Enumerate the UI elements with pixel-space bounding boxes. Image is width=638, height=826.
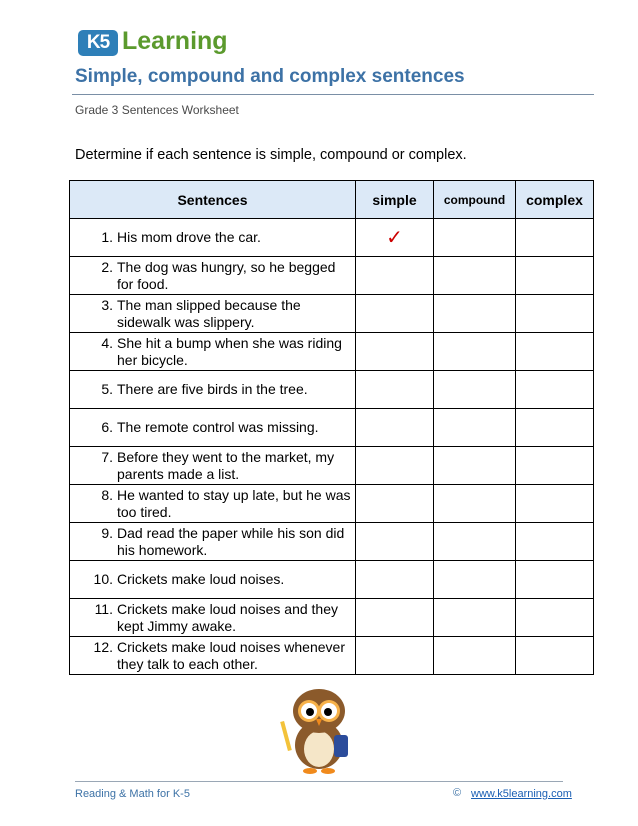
answer-cell-compound[interactable] bbox=[434, 447, 516, 485]
answer-cell-complex[interactable] bbox=[516, 295, 594, 333]
sentence-cell bbox=[70, 333, 356, 371]
sentence-number: 8. bbox=[101, 486, 113, 503]
sentence-cell bbox=[70, 523, 356, 561]
sentence-number: 4. bbox=[101, 334, 113, 351]
table-row bbox=[70, 409, 594, 447]
answer-cell-complex[interactable] bbox=[516, 523, 594, 561]
sentence-number: 2. bbox=[101, 258, 113, 275]
title-divider bbox=[72, 94, 594, 95]
sentence-text: He wanted to stay up late, but he was too tired. bbox=[117, 486, 351, 520]
sentence-text: His mom drove the car. bbox=[117, 229, 261, 245]
answer-cell-compound[interactable] bbox=[434, 523, 516, 561]
answer-cell-compound[interactable] bbox=[434, 485, 516, 523]
answer-cell-compound[interactable] bbox=[434, 409, 516, 447]
answer-cell-complex[interactable] bbox=[516, 599, 594, 637]
sentence-cell bbox=[70, 371, 356, 409]
answer-cell-complex[interactable] bbox=[516, 371, 594, 409]
copyright-symbol: © bbox=[453, 787, 462, 799]
table-row bbox=[70, 333, 594, 371]
sentence-text: The dog was hungry, so he begged for food. bbox=[117, 258, 336, 292]
footer-tagline: Reading & Math for K-5 bbox=[75, 788, 190, 800]
sentence-cell bbox=[70, 561, 356, 599]
sentence-text: Crickets make loud noises. bbox=[117, 571, 285, 587]
sentence-text: The remote control was missing. bbox=[117, 419, 319, 435]
sentence-number: 12. bbox=[93, 638, 113, 655]
table-row bbox=[70, 219, 594, 257]
table-row bbox=[70, 561, 594, 599]
sentence-cell bbox=[70, 257, 356, 295]
sentence-text: She hit a bump when she was riding her bicycle. bbox=[117, 334, 342, 368]
answer-cell-complex[interactable] bbox=[516, 561, 594, 599]
owl-mascot-icon bbox=[274, 683, 364, 775]
answer-cell-complex[interactable] bbox=[516, 485, 594, 523]
header-sentences: Sentences bbox=[70, 181, 356, 219]
table-row bbox=[70, 371, 594, 409]
table-row bbox=[70, 257, 594, 295]
check-mark-icon: ✓ bbox=[386, 227, 403, 249]
page-title: Simple, compound and complex sentences bbox=[75, 66, 465, 87]
sentence-text: Crickets make loud noises whenever they talk to each other. bbox=[117, 638, 345, 672]
answer-cell-compound[interactable] bbox=[434, 295, 516, 333]
sentence-cell bbox=[70, 219, 356, 257]
answer-cell-simple[interactable] bbox=[356, 295, 434, 333]
sentence-number: 11. bbox=[94, 600, 113, 617]
answer-cell-simple[interactable] bbox=[356, 333, 434, 371]
sentence-number: 5. bbox=[101, 381, 113, 397]
sentence-text: Dad read the paper while his son did his homework. bbox=[117, 524, 345, 558]
answer-cell-complex[interactable] bbox=[516, 447, 594, 485]
answer-cell-simple[interactable] bbox=[356, 371, 434, 409]
sentence-cell bbox=[70, 295, 356, 333]
logo-k5-badge: K5 bbox=[78, 30, 118, 56]
answer-cell-simple[interactable] bbox=[356, 409, 434, 447]
answer-cell-compound[interactable] bbox=[434, 637, 516, 675]
answer-cell-complex[interactable] bbox=[516, 637, 594, 675]
header-simple: simple bbox=[356, 181, 434, 219]
answer-cell-simple[interactable] bbox=[356, 637, 434, 675]
answer-cell-simple[interactable] bbox=[356, 561, 434, 599]
worksheet-table bbox=[69, 180, 594, 675]
sentence-cell bbox=[70, 485, 356, 523]
answer-cell-complex[interactable] bbox=[516, 333, 594, 371]
sentence-text: Before they went to the market, my parents made a list. bbox=[117, 448, 335, 482]
header-complex: complex bbox=[516, 181, 594, 219]
answer-cell-compound[interactable] bbox=[434, 599, 516, 637]
table-row bbox=[70, 447, 594, 485]
header-compound: compound bbox=[434, 181, 516, 219]
sentence-number: 10. bbox=[93, 571, 113, 587]
footer-divider bbox=[75, 781, 563, 782]
table-row bbox=[70, 599, 594, 637]
answer-cell-complex[interactable] bbox=[516, 409, 594, 447]
sentence-number: 6. bbox=[101, 419, 113, 435]
answer-cell-compound[interactable] bbox=[434, 257, 516, 295]
sentence-number: 3. bbox=[101, 296, 113, 313]
sentence-cell bbox=[70, 599, 356, 637]
answer-cell-simple[interactable] bbox=[356, 219, 434, 257]
answer-cell-compound[interactable] bbox=[434, 371, 516, 409]
answer-cell-simple[interactable] bbox=[356, 447, 434, 485]
answer-cell-simple[interactable] bbox=[356, 599, 434, 637]
table-header-row bbox=[70, 181, 594, 219]
k5-learning-logo-icon bbox=[78, 24, 228, 60]
answer-cell-simple[interactable] bbox=[356, 485, 434, 523]
table-row bbox=[70, 295, 594, 333]
sentence-text: The man slipped because the sidewalk was slippery. bbox=[117, 296, 301, 330]
sentence-text: There are five birds in the tree. bbox=[117, 381, 308, 397]
table-row bbox=[70, 637, 594, 675]
sentence-number: 9. bbox=[101, 524, 113, 541]
sentence-cell bbox=[70, 637, 356, 675]
sentence-number: 1. bbox=[101, 229, 113, 245]
answer-cell-compound[interactable] bbox=[434, 333, 516, 371]
logo-wordmark: Learning bbox=[122, 27, 228, 55]
answer-cell-simple[interactable] bbox=[356, 523, 434, 561]
answer-cell-compound[interactable] bbox=[434, 219, 516, 257]
answer-cell-complex[interactable] bbox=[516, 219, 594, 257]
sentence-cell bbox=[70, 447, 356, 485]
page-subtitle: Grade 3 Sentences Worksheet bbox=[75, 103, 239, 117]
table-row bbox=[70, 485, 594, 523]
footer-website-link[interactable]: www.k5learning.com bbox=[471, 788, 572, 800]
answer-cell-complex[interactable] bbox=[516, 257, 594, 295]
sentence-number: 7. bbox=[101, 448, 113, 465]
answer-cell-compound[interactable] bbox=[434, 561, 516, 599]
table-row bbox=[70, 523, 594, 561]
sentence-text: Crickets make loud noises and they kept Jimmy awake. bbox=[117, 600, 338, 634]
sentence-cell bbox=[70, 409, 356, 447]
answer-cell-simple[interactable] bbox=[356, 257, 434, 295]
instructions: Determine if each sentence is simple, compound or complex. bbox=[75, 147, 467, 163]
